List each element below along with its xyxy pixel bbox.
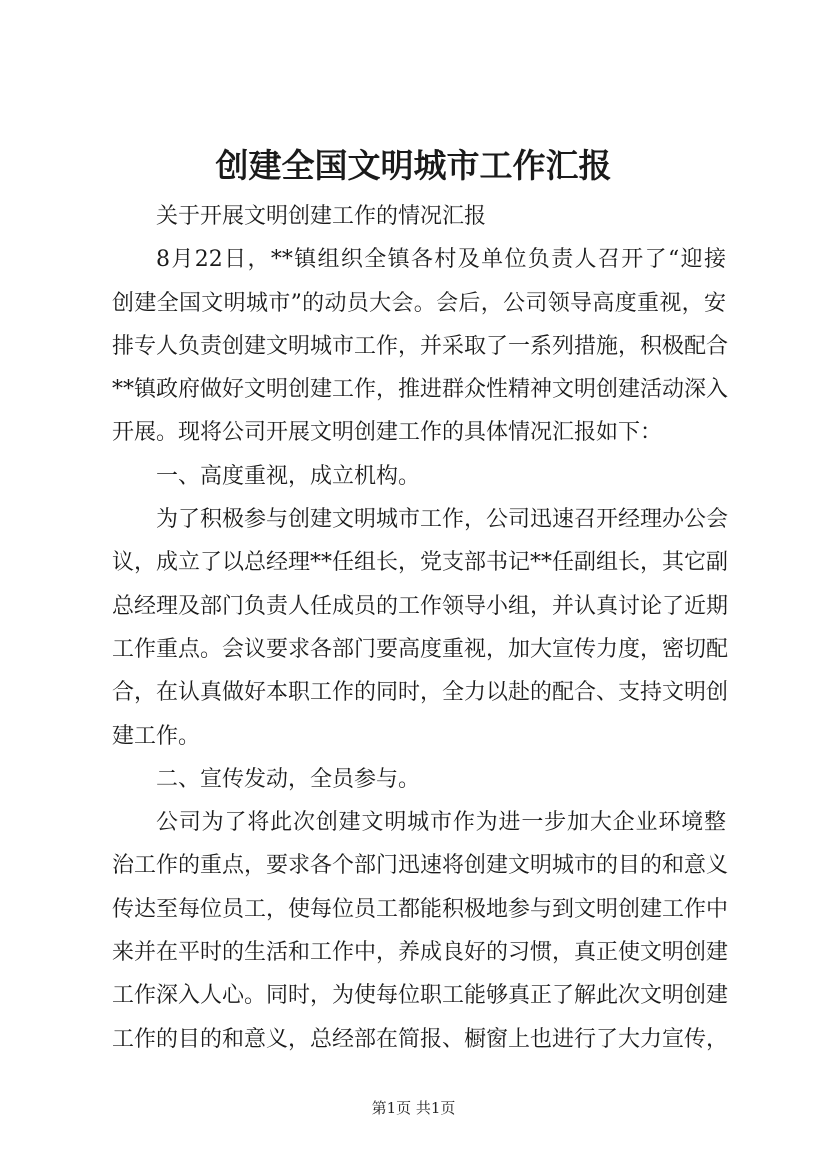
text-line: 8月22日，**镇组织全镇各村及单位负责人召开了“迎接	[156, 247, 726, 273]
text-line: 建工作。	[112, 723, 201, 749]
text-line: 传达至每位员工，使每位员工都能积极地参与到文明创建工作中	[112, 896, 729, 922]
document-title: 创建全国文明城市工作汇报	[215, 146, 612, 185]
section-heading: 二、宣传发动，全员参与。	[156, 766, 421, 792]
text-line: 来并在平时的生活和工作中，养成良好的习惯，真正使文明创建	[112, 940, 729, 966]
text-line: 工作的目的和意义，总经部在简报、橱窗上也进行了大力宣传，	[112, 1026, 729, 1052]
text-line: 开展。现将公司开展文明创建工作的具体情况汇报如下：	[112, 420, 663, 446]
text-line: 创建全国文明城市”的动员大会。会后，公司领导高度重视，安	[112, 290, 726, 316]
text-line: 为了积极参与创建文明城市工作，公司迅速召开经理办公会	[156, 507, 729, 533]
text-line: 工作深入人心。同时，为使每位职工能够真正了解此次文明创建	[112, 983, 729, 1009]
text-line: 关于开展文明创建工作的情况汇报	[156, 204, 487, 229]
text-line: 治工作的重点，要求各个部门迅速将创建文明城市的目的和意义	[112, 853, 729, 879]
section-heading: 一、高度重视，成立机构。	[156, 463, 421, 489]
text-line: 合，在认真做好本职工作的同时，全力以赴的配合、支持文明创	[112, 680, 729, 706]
text-line: 排专人负责创建文明城市工作，并采取了一系列措施，积极配合	[112, 333, 729, 359]
text-line: 公司为了将此次创建文明城市作为进一步加大企业环境整	[156, 810, 726, 836]
page-footer: 第1页 共1页	[371, 1099, 456, 1117]
text-line: **镇政府做好文明创建工作，推进群众性精神文明创建活动深入	[112, 377, 729, 403]
text-line: 总经理及部门负责人任成员的工作领导小组，并认真讨论了近期	[112, 593, 729, 619]
text-line: 议，成立了以总经理**任组长，党支部书记**任副组长，其它副	[112, 550, 729, 576]
document-body	[112, 195, 729, 1061]
text-line: 工作重点。会议要求各部门要高度重视，加大宣传力度，密切配	[112, 636, 729, 662]
